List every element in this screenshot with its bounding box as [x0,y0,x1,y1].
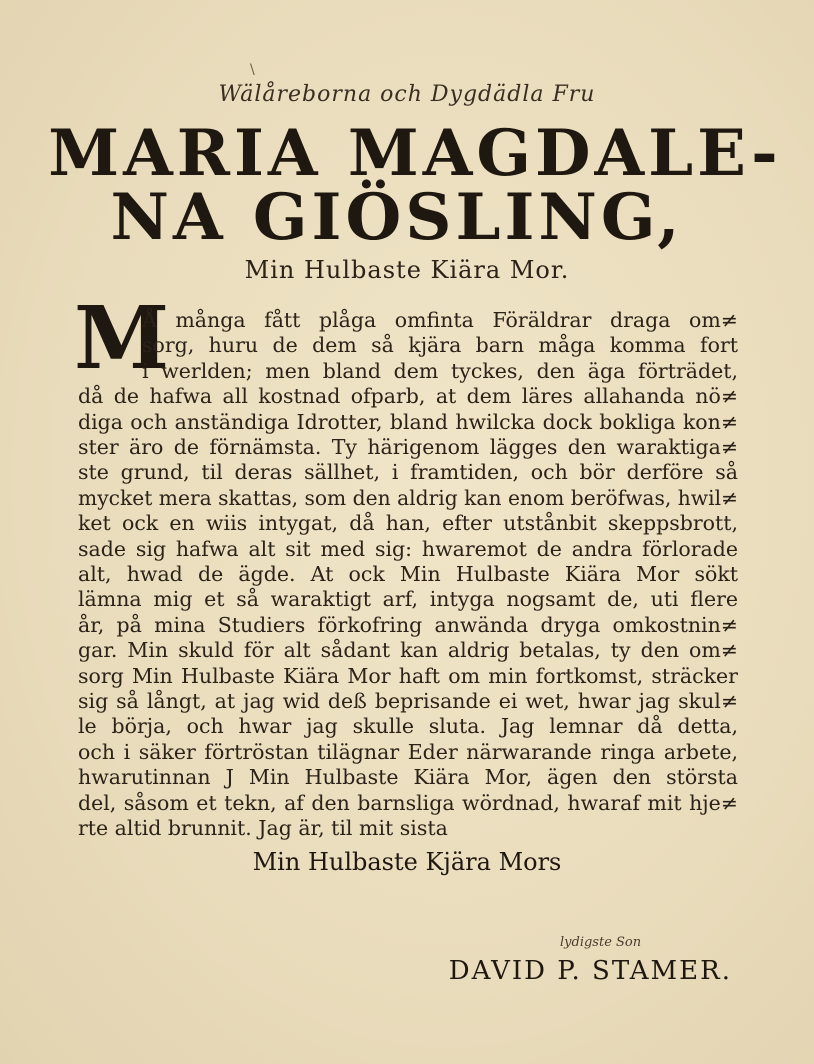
body-line: ket ock en wiis intygat, då han, efter utstånbit skeppsbrott, [78,511,739,536]
drop-cap: M [74,288,170,389]
name-line-2: NA GIÖSLING, [110,180,684,255]
body-line: alt, hwad de ägde. At ock Min Hulbaste Kiära Mor sökt [78,562,738,586]
body-line: ster äro de förnämsta. Ty härigenom lägges den waraktiga≠ [78,435,739,459]
body-line: sorg, huru de dem så kjära barn måga komma fort [142,333,738,358]
address-subtitle: Min Hulbaste Kiära Mor. [244,256,570,284]
body-line: ste grund, til deras sällhet, i framtiden, och bör derföre så [78,460,739,485]
closing-greeting: Min Hulbaste Kjära Mors [252,848,562,876]
body-line: sade sig hafwa alt sit med sig: hwaremot de andra förlorade [78,536,739,561]
body-line: år, på mina Studiers förkofring anwända dryga omkostnin≠ [78,612,738,637]
body-line: sorg Min Hulbaste Kiära Mor haft om min fortkomst, sträcker [78,663,738,688]
body-line: och i säker förtröstan tilägnar Eder närwarande ringa arbete, [78,739,738,764]
printer-mark: \ [250,62,255,78]
catchword: lydigste Son [560,935,642,950]
body-line: rte altid brunnit. Jag är, til mit sista [78,816,448,840]
signature: DAVID P. STAMER. [448,956,732,986]
body-line: del, såsom et tekn, af den barnsliga wördnad, hwaraf mit hje≠ [78,790,738,815]
body-line: i werlden; men bland dem tyckes, den äga förträdet, [142,358,738,383]
body-line: gar. Min skuld för alt sådant kan aldrig betalas, ty den om≠ [78,638,738,663]
body-line: sig så långt, at jag wid deß beprisande ei wet, hwar jag skul≠ [78,689,739,713]
dedication-heading: Wälåreborna och Dygdädla Fru [218,82,596,107]
body-line: mycket mera skattas, som den aldrig kan enom beröfwas, hwil≠ [78,485,739,510]
body-line: le börja, och hwar jag skulle sluta. Jag lemnar då detta, [78,714,738,739]
body-line: hwarutinnan J Min Hulbaste Kiära Mor, ägen den största [78,765,739,790]
body-line: då de hafwa all kostnad ofparb, at dem läres allahanda nö≠ [78,384,738,409]
body-line: diga och anständiga Idrotter, bland hwilcka dock bokliga kon≠ [78,409,738,434]
name-line-1: MARIA MAGDALE- [48,116,782,191]
body-line: lämna mig et så waraktigt arf, intyga nogsamt de, uti flere [78,587,739,612]
body-line: Å många fått plåga omfinta Föräldrar draga om≠ [142,308,738,332]
